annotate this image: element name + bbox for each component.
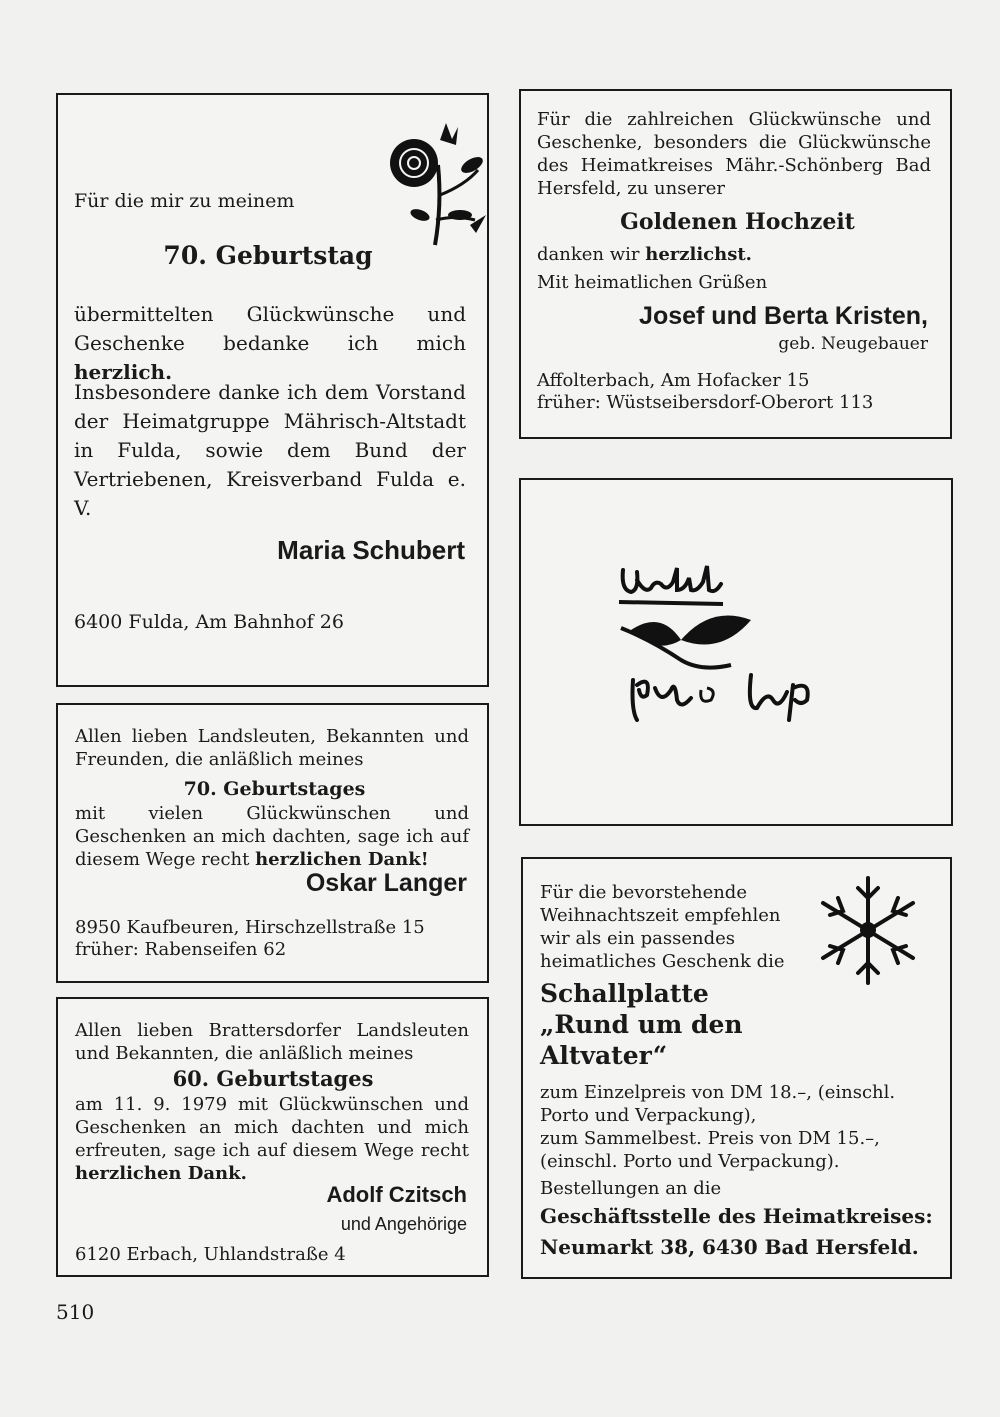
box1-address: 6400 Fulda, Am Bahnhof 26: [74, 611, 344, 633]
box4-name: Oskar Langer: [305, 869, 467, 897]
box2-greeting: Mit heimatlichen Grüßen: [537, 272, 768, 293]
box5-family: und Angehörige: [340, 1214, 467, 1234]
box2-intro: Für die zahlreichen Glückwünsche und Geschenke, besonders die Glückwünsche des Heimatkreises Mähr.-Schönberg Bad Hersfeld, zu unserer: [537, 109, 931, 199]
box1-name: Maria Schubert: [277, 535, 465, 565]
box1-headline: 70. Geburtstag: [163, 241, 373, 270]
box4-text1: Allen lieben Landsleuten, Bekannten und Freunden, die anläßlich meines: [75, 726, 469, 770]
box1-text2: Insbesondere danke ich dem Vorstand der Heimatgruppe Mährisch-Altstadt in Fulda, sowie dem Bund der Vertriebenen, Kreisverband Fulda e. V.: [74, 380, 466, 520]
notice-maria-schubert: [56, 93, 489, 687]
box5-address: 6120 Erbach, Uhlandstraße 4: [75, 1244, 346, 1265]
box6-price2: zum Sammelbest. Preis von DM 15.–, (einschl. Porto und Verpackung).: [540, 1128, 880, 1172]
rose-icon: [380, 115, 490, 250]
box6-order2: Neumarkt 38, 6430 Bad Hersfeld.: [540, 1235, 919, 1259]
box2-maiden: geb. Neugebauer: [778, 334, 928, 354]
box1-text1: übermittelten Glückwünsche und Geschenke bedanke ich mich herzlich.: [74, 302, 466, 384]
box5-text2: am 11. 9. 1979 mit Glückwünschen und Geschenken an mich dachten und mich erfreuten, sage ich auf diesem Wege recht herzlichen Dank.: [75, 1094, 469, 1184]
box6-order-label: Bestellungen an die: [540, 1178, 722, 1199]
box5-name: Adolf Czitsch: [326, 1182, 467, 1207]
box5-headline: 60. Geburtstages: [172, 1066, 374, 1091]
box6-price1: zum Einzelpreis von DM 18.–, (einschl. Porto und Verpackung),: [540, 1082, 896, 1126]
box2-headline: Goldenen Hochzeit: [620, 209, 855, 235]
notice-josef-berta-kristen: [519, 89, 952, 439]
box6-headline2: „Rund um den: [540, 1010, 743, 1039]
notice-adolf-czitsch: [56, 997, 489, 1277]
calligraphy-box: [519, 478, 953, 826]
box5-text1: Allen lieben Brattersdorfer Landsleuten und Bekannten, die anläßlich meines: [75, 1020, 469, 1064]
advert-schallplatte: [521, 857, 952, 1279]
snowflake-icon: [818, 873, 918, 988]
box6-headline3: Altvater“: [540, 1041, 668, 1070]
box6-headline1: Schallplatte: [540, 979, 709, 1008]
notice-oskar-langer: [56, 703, 489, 983]
calligraphy-signature-icon: [611, 560, 851, 740]
box4-address1: 8950 Kaufbeuren, Hirschzellstraße 15: [75, 917, 425, 938]
box4-address2: früher: Rabenseifen 62: [75, 939, 287, 960]
box2-name: Josef und Berta Kristen,: [639, 302, 928, 330]
box6-order1: Geschäftsstelle des Heimatkreises:: [540, 1204, 933, 1228]
box2-thanks: danken wir herzlichst.: [537, 244, 752, 265]
box2-address1: Affolterbach, Am Hofacker 15: [537, 370, 810, 391]
box6-intro: Für die bevorstehende Weihnachtszeit empfehlen wir als ein passendes heimatliches Geschenk die: [540, 882, 785, 972]
box1-intro: Für die mir zu meinem: [74, 190, 295, 212]
box4-headline: 70. Geburtstages: [183, 778, 366, 800]
box2-address2: früher: Wüstseibersdorf-Oberort 113: [537, 392, 874, 413]
box4-text2: mit vielen Glückwünschen und Geschenken an mich dachten, sage ich auf diesem Wege recht herzlichen Dank!: [75, 803, 469, 870]
page-number: 510: [56, 1300, 95, 1324]
